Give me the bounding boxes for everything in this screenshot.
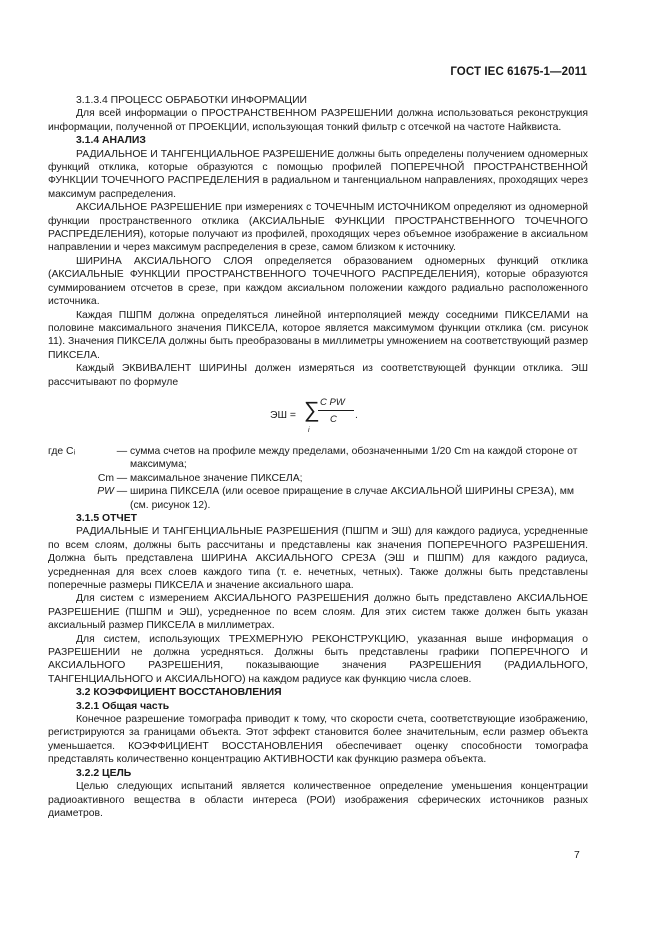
paragraph: Для всей информации о ПРОСТРАНСТВЕННОМ РАЗРЕШЕНИИ должна использоваться реконструкция информации, полученной от ПРОЕКЦИИ, использующая тонкий фильтр с отсечкой на частоте Найквиста. xyxy=(48,108,588,133)
paragraph: Для систем с измерением АКСИАЛЬНОГО РАЗРЕШЕНИЯ должно быть представлено АКСИАЛЬНОЕ РАЗРЕШЕНИЕ (ПШПМ и ЭШ), усредненное по всем слоям. Для этих систем также должен быть указан аксиальный размер ПИКСЕЛА в миллиметрах. xyxy=(48,593,588,632)
definition-term: Cm xyxy=(97,472,114,484)
ew-formula xyxy=(48,393,588,441)
document-body xyxy=(48,94,588,820)
definition-term: где Cᵢ xyxy=(48,445,76,457)
definition-text: ширина ПИКСЕЛА (или осевое приращение в случае АКСИАЛЬНОЙ ШИРИНЫ СРЕЗА), мм xyxy=(130,486,575,498)
definition-item xyxy=(48,485,588,498)
sum-index: i xyxy=(308,426,310,434)
definition-continuation: максимума; xyxy=(130,459,187,471)
section-3-1-4-title: 3.1.4 АНАЛИЗ xyxy=(76,135,146,147)
section-3-1-3-4-title: 3.1.3.4 ПРОЦЕСС ОБРАБОТКИ ИНФОРМАЦИИ xyxy=(76,95,308,106)
definition-term: PW xyxy=(97,486,114,498)
definition-item xyxy=(48,472,588,485)
formula-denominator: C xyxy=(330,413,337,425)
section-3-2-1-title: 3.2.1 Общая часть xyxy=(76,700,170,712)
definition-dash: — xyxy=(116,486,128,498)
document-header: ГОСТ IEC 61675-1—2011 xyxy=(450,66,587,78)
definition-text: максимальное значение ПИКСЕЛА; xyxy=(130,472,303,484)
definition-dash: — xyxy=(116,445,128,457)
page-number: 7 xyxy=(574,850,580,861)
paragraph: Конечное разрешение томографа приводит к тому, что скорости счета, соответствующие изображению, регистрируются за границами объекта. Этот эффект становится более значительным, если размер объекта уменьшается. КОЭФФИЦИЕНТ ВОССТАНОВЛЕНИЯ обеспечивает оценку способности томографа представлять количественно концентрацию АКТИВНОСТИ как функцию размера объекта. xyxy=(48,714,588,766)
paragraph: РАДИАЛЬНОЕ И ТАНГЕНЦИАЛЬНОЕ РАЗРЕШЕНИЕ должны быть определены получением одномерных функций отклика, которые образуются с помощью профилей ПОПЕРЕЧНОЙ ПРОСТРАНСТВЕННОЙ ФУНКЦИИ ТОЧЕЧНОГО РАСПРЕДЕЛЕНИЯ в радиальном и тангенциальном направлениях, проходящих через максимум распределения. xyxy=(48,148,588,200)
paragraph: Целью следующих испытаний является количественное определение уменьшения концентрации радиоактивного вещества в области интереса (РОИ) изображения сферических источников разных диаметров. xyxy=(48,781,588,819)
paragraph: РАДИАЛЬНЫЕ И ТАНГЕНЦИАЛЬНЫЕ РАЗРЕШЕНИЯ (ПШПМ и ЭШ) для каждого радиуса, усредненные по всем слоям, должны быть рассчитаны и представлены как значения ПОПЕРЕЧНОГО РАЗРЕШЕНИЯ. Должна быть представлена ШИРИНА АКСИАЛЬНОГО СРЕЗА (ЭШ и ПШПМ) для каждого радиуса, усредненная для всех слоев каждого типа (т. е. нечетных, четных). Также должны быть представлены поперечные размеры ПИКСЕЛА и значение аксиального шара. xyxy=(48,526,588,591)
section-3-1-5-title: 3.1.5 ОТЧЕТ xyxy=(76,512,138,524)
paragraph: АКСИАЛЬНОЕ РАЗРЕШЕНИЕ при измерениях с ТОЧЕЧНЫМ ИСТОЧНИКОМ определяют из одномерной функции пространственного отклика (АКСИАЛЬНЫЕ ФУНКЦИИ ПРОСТРАНСТВЕННОГО ТОЧЕЧНОГО РАСПРЕДЕЛЕНИЯ), которые получают из профилей, проходящих через объемное изображение в аксиальном направлении и через максимум распределения в срезе, самом близком к источнику. xyxy=(48,202,588,254)
paragraph: Каждый ЭКВИВАЛЕНТ ШИРИНЫ должен измеряться из соответствующей функции отклика. ЭШ рассчитывают по формуле xyxy=(48,363,588,388)
section-3-2-title: 3.2 КОЭФФИЦИЕНТ ВОССТАНОВЛЕНИЯ xyxy=(76,687,282,699)
paragraph: ШИРИНА АКСИАЛЬНОГО СЛОЯ определяется образованием одномерных функций отклика (АКСИАЛЬНЫЕ ФУНКЦИИ ПРОСТРАНСТВЕННОГО ТОЧЕЧНОГО РАСПРЕДЕЛЕНИЯ), которые образуются суммированием отсчетов в срезе, при каждом аксиальном положении каждого радиально расположенного источника. xyxy=(48,255,588,308)
paragraph: Каждая ПШПМ должна определяться линейной интерполяцией между соседними ПИКСЕЛАМИ на половине максимального значения ПИКСЕЛА, которое является максимумом функции отклика (см. рисунок 11). Значения ПИКСЕЛА должны быть преобразованы в миллиметры умножением на соответствующий размер ПИКСЕЛА. xyxy=(48,309,588,361)
definition-dash: — xyxy=(116,472,128,484)
section-3-2-2-title: 3.2.2 ЦЕЛЬ xyxy=(76,767,132,779)
definition-text: сумма счетов на профиле между пределами, обозначенными 1/20 Cm на каждой стороне от xyxy=(130,445,578,457)
formula-end: . xyxy=(355,409,358,421)
fraction-bar xyxy=(318,410,354,411)
formula-lhs: ЭШ = xyxy=(270,409,296,421)
definition-item xyxy=(48,445,588,458)
sum-symbol: ∑ xyxy=(304,396,320,422)
formula-numerator: C PW xyxy=(320,396,345,408)
definition-continuation: (см. рисунок 12). xyxy=(130,499,211,511)
paragraph: Для систем, использующих ТРЕХМЕРНУЮ РЕКОНСТРУКЦИЮ, указанная выше информация о РАЗРЕШЕНИИ не должна усредняться. Должны быть представлены графики ПОПЕРЕЧНОГО И АКСИАЛЬНОГО РАЗРЕШЕНИЯ, показывающие значения РАЗРЕШЕНИЯ (РАДИАЛЬНОГО, ТАНГЕНЦИАЛЬНОГО и АКСИАЛЬНОГО) на каждом радиусе как функцию числа слоев. xyxy=(48,633,588,685)
definitions-list xyxy=(48,445,588,512)
